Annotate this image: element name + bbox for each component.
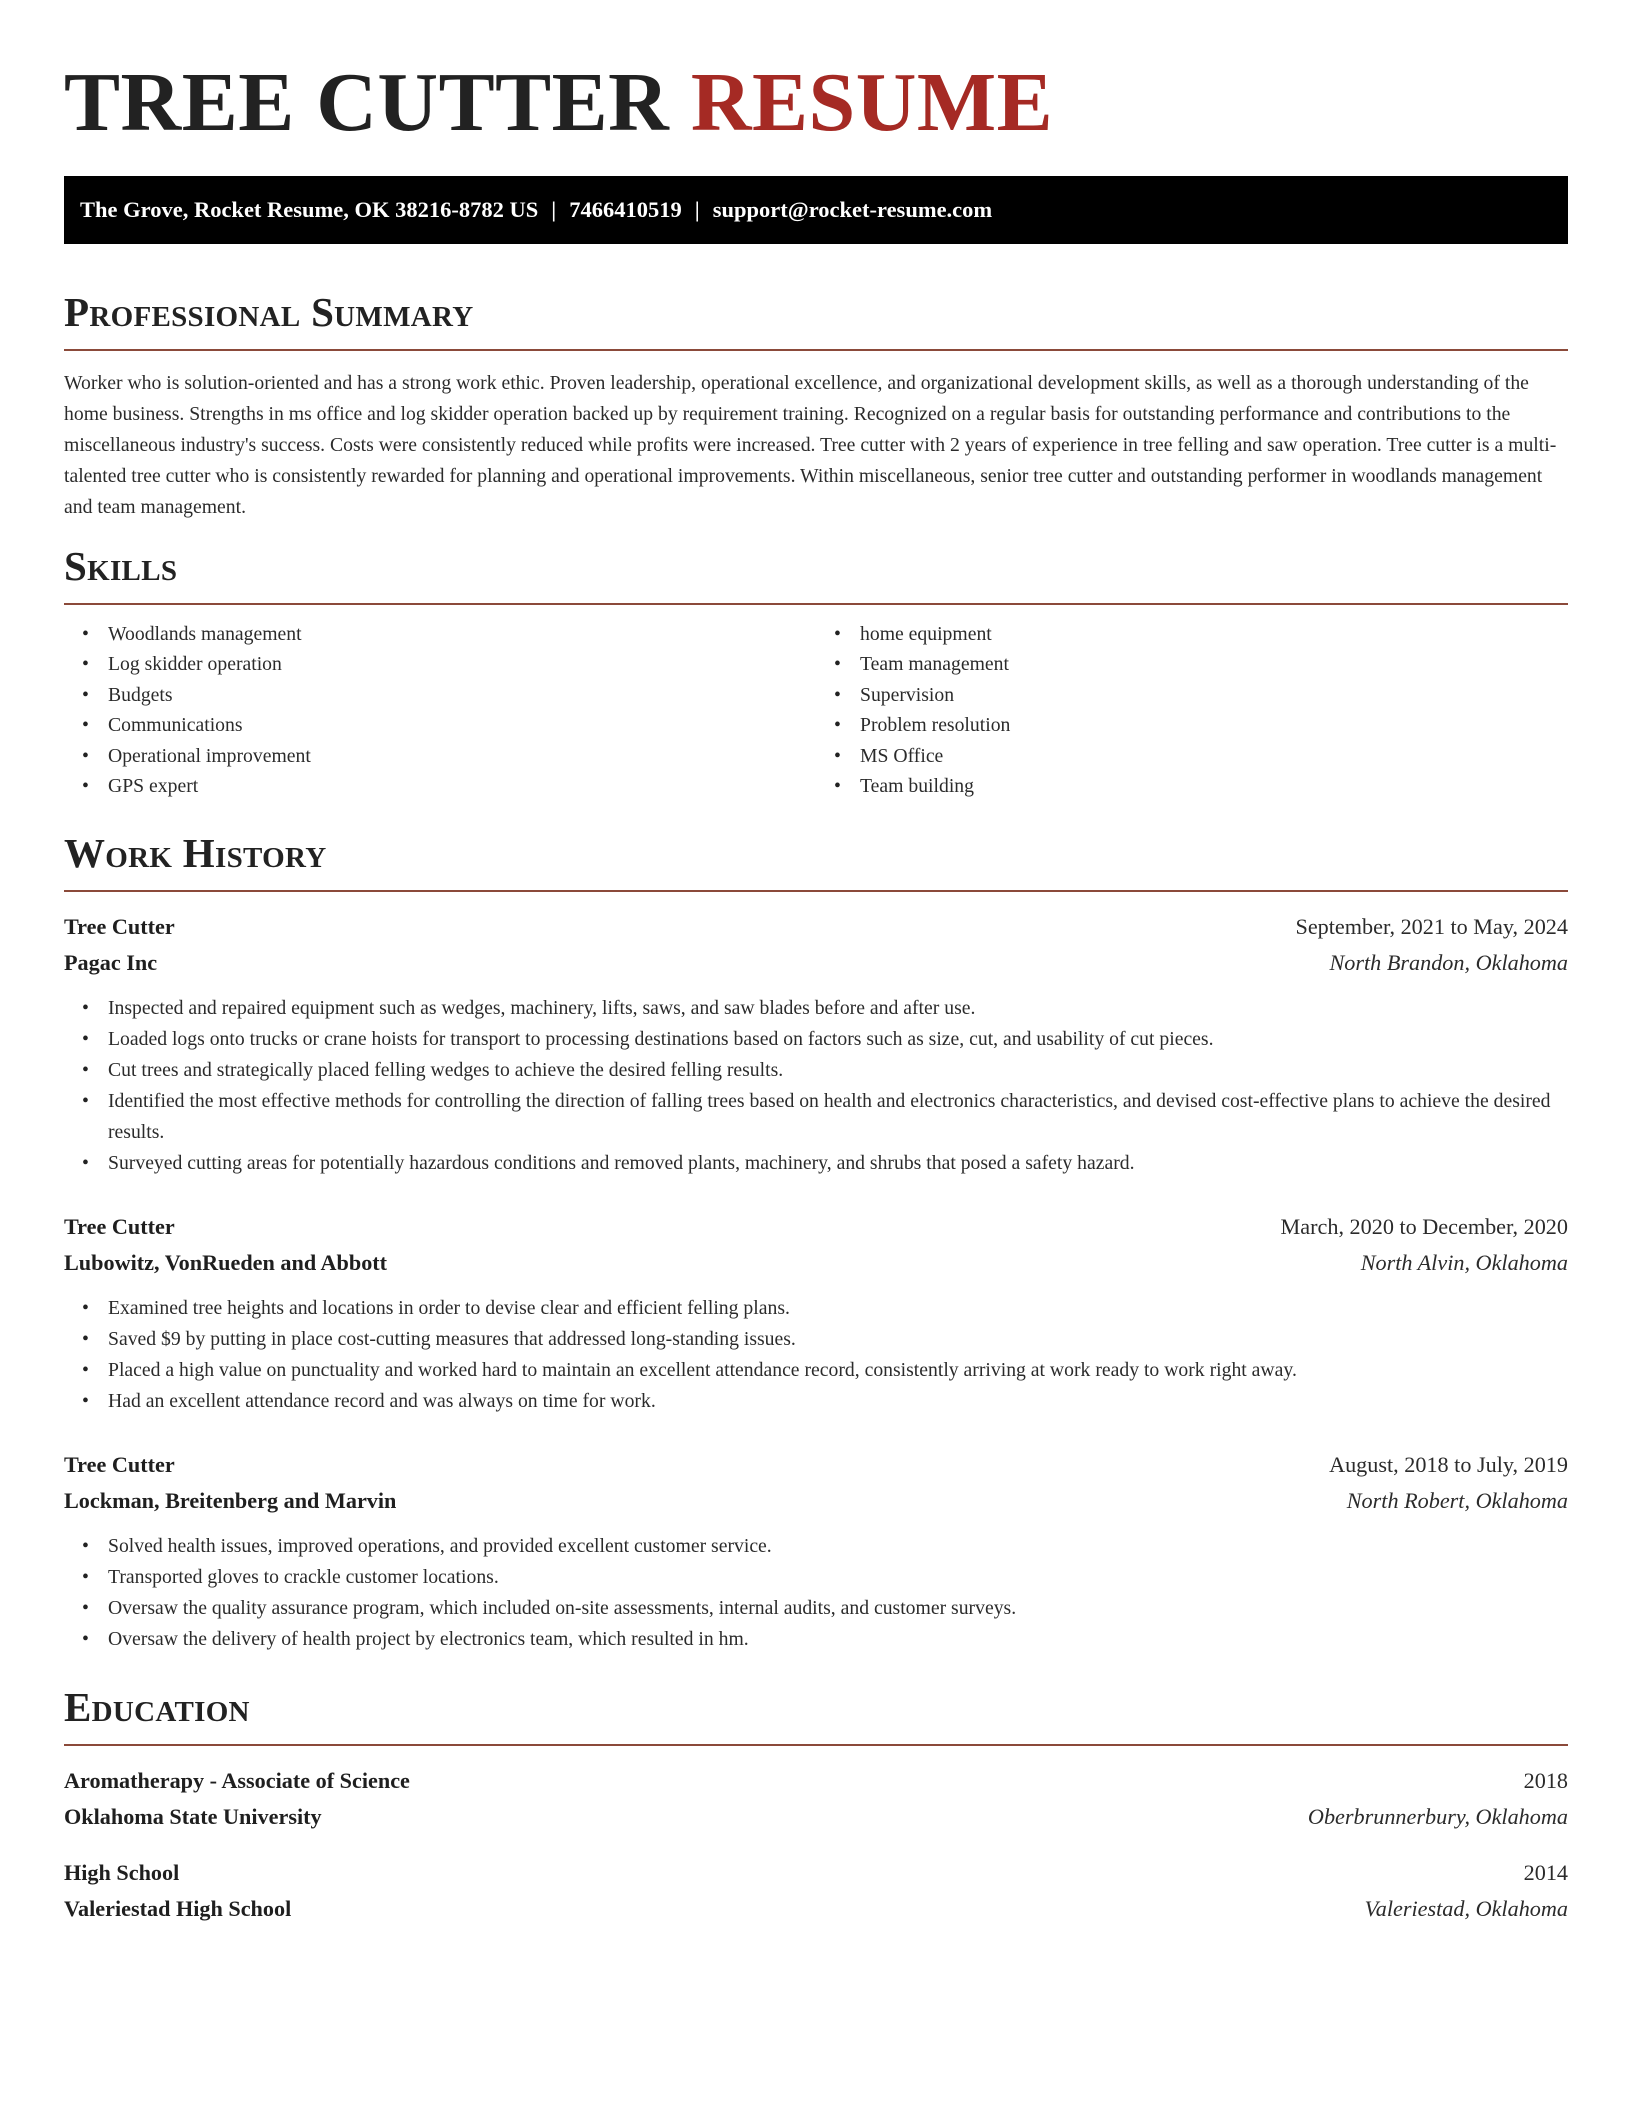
contact-separator: |: [551, 197, 557, 222]
job-company-row: [64, 945, 1568, 981]
job-company-row: [64, 1245, 1568, 1281]
job-bullet: • Oversaw the quality assurance program, which included on-site assessments, internal audits, and customer surveys.: [108, 1593, 1568, 1624]
job-header-row: [64, 909, 1568, 945]
resume-page: [64, 0, 1568, 1927]
education-school: Oklahoma State University: [64, 1804, 322, 1830]
title-accent: RESUME: [690, 56, 1054, 149]
education-entry: [64, 1855, 1568, 1927]
work-section: [64, 827, 1568, 1655]
job-bullet: • Loaded logs onto trucks or crane hoists for transport to processing destinations based on factors such as size, cut, and usability of cut pieces.: [108, 1024, 1568, 1055]
education-entry: [64, 1763, 1568, 1835]
skills-section: [64, 540, 1568, 801]
education-location: Oberbrunnerbury, Oklahoma: [1307, 1804, 1568, 1830]
job-title: Tree Cutter: [64, 1214, 175, 1240]
skills-heading: Skills: [64, 543, 178, 589]
skill-item: • Team management: [860, 649, 1568, 679]
education-school-row: [64, 1799, 1568, 1835]
job-title: Tree Cutter: [64, 1452, 175, 1478]
job-bullet: • Oversaw the delivery of health project by electronics team, which resulted in hm.: [108, 1624, 1568, 1655]
job-bullets: [64, 1293, 1568, 1417]
contact-address: The Grove, Rocket Resume, OK 38216-8782 US: [80, 197, 539, 222]
job-company: Lubowitz, VonRueden and Abbott: [64, 1250, 388, 1276]
job-company: Pagac Inc: [64, 950, 158, 976]
skill-item: • Supervision: [860, 680, 1568, 710]
skill-item: • Budgets: [108, 680, 816, 710]
summary-heading: Professional Summary: [64, 289, 474, 335]
education-degree: Aromatherapy - Associate of Science: [64, 1768, 410, 1794]
skill-item: • Woodlands management: [108, 619, 816, 649]
section-divider: [64, 890, 1568, 892]
job-bullet: • Placed a high value on punctuality and worked hard to maintain an excellent attendance record, consistently arriving at work ready to work right away.: [108, 1355, 1568, 1386]
skill-item: • Operational improvement: [108, 741, 816, 771]
job-title: Tree Cutter: [64, 914, 175, 940]
job-company-row: [64, 1483, 1568, 1519]
job-bullet: • Cut trees and strategically placed felling wedges to achieve the desired felling results.: [108, 1055, 1568, 1086]
education-section: [64, 1681, 1568, 1927]
skill-item: • GPS expert: [108, 771, 816, 801]
skill-item: • MS Office: [860, 741, 1568, 771]
skill-item: • home equipment: [860, 619, 1568, 649]
skill-item: • Communications: [108, 710, 816, 740]
work-heading: Work History: [64, 830, 327, 877]
summary-section: [64, 286, 1568, 523]
education-degree: High School: [64, 1860, 180, 1886]
job-bullet: • Saved $9 by putting in place cost-cutting measures that addressed long-standing issues.: [108, 1324, 1568, 1355]
education-heading: Education: [64, 1684, 250, 1731]
skills-columns: [64, 619, 1568, 801]
job-header-row: [64, 1447, 1568, 1483]
title-main: TREE CUTTER: [64, 56, 670, 149]
job-header-row: [64, 1209, 1568, 1245]
job-bullets: [64, 993, 1568, 1179]
job-bullet: • Surveyed cutting areas for potentially hazardous conditions and removed plants, machinery, and shrubs that posed a safety hazard.: [108, 1148, 1568, 1179]
job-entry: [64, 909, 1568, 1179]
job-bullet: • Inspected and repaired equipment such as wedges, machinery, lifts, saws, and saw blades before and after use.: [108, 993, 1568, 1024]
education-degree-row: [64, 1855, 1568, 1891]
skills-list-left: [64, 619, 816, 801]
resume-title: [64, 0, 1568, 152]
education-year: 2018: [1523, 1768, 1568, 1794]
skill-item: • Log skidder operation: [108, 649, 816, 679]
job-dates: September, 2021 to May, 2024: [1295, 914, 1568, 940]
education-school: Valeriestad High School: [64, 1896, 292, 1922]
job-dates: August, 2018 to July, 2019: [1329, 1452, 1568, 1478]
education-degree-row: [64, 1763, 1568, 1799]
contact-separator: |: [694, 197, 700, 222]
contact-phone[interactable]: 7466410519: [569, 197, 682, 222]
job-dates: March, 2020 to December, 2020: [1280, 1214, 1568, 1240]
skill-item: • Team building: [860, 771, 1568, 801]
job-bullet: • Solved health issues, improved operations, and provided excellent customer service.: [108, 1531, 1568, 1562]
job-bullet: • Had an excellent attendance record and was always on time for work.: [108, 1386, 1568, 1417]
skills-list-right: [816, 619, 1568, 801]
summary-text: Worker who is solution-oriented and has a strong work ethic. Proven leadership, operational excellence, and organizational development skills, as well as a thorough understanding of the home business. Strengths in ms office and log skidder operation backed up by requirement training. Recognized on a regular basis for outstanding performance and contributions to the miscellaneous industry's success. Costs were consistently reduced while profits were increased. Tree cutter with 2 years of experience in tree felling and saw operation. Tree cutter is a multi-talented tree cutter who is consistently rewarded for planning and operational improvements. Within miscellaneous, senior tree cutter and outstanding performer in woodlands management and team management.: [64, 372, 1557, 518]
section-divider: [64, 603, 1568, 605]
job-location: North Robert, Oklahoma: [1346, 1488, 1568, 1514]
job-entry: [64, 1209, 1568, 1417]
education-school-row: [64, 1891, 1568, 1927]
job-location: North Alvin, Oklahoma: [1360, 1250, 1568, 1276]
education-year: 2014: [1523, 1860, 1568, 1886]
contact-bar: [64, 176, 1568, 244]
job-bullet: • Transported gloves to crackle customer locations.: [108, 1562, 1568, 1593]
job-entry: [64, 1447, 1568, 1655]
education-location: Valeriestad, Oklahoma: [1364, 1896, 1568, 1922]
skill-item: • Problem resolution: [860, 710, 1568, 740]
contact-email[interactable]: support@rocket-resume.com: [712, 197, 993, 222]
job-bullets: [64, 1531, 1568, 1655]
section-divider: [64, 1744, 1568, 1746]
job-bullet: • Identified the most effective methods for controlling the direction of falling trees based on health and electronics characteristics, and devised cost-effective plans to achieve the desired results.: [108, 1086, 1568, 1148]
section-divider: [64, 349, 1568, 351]
job-company: Lockman, Breitenberg and Marvin: [64, 1488, 397, 1514]
job-location: North Brandon, Oklahoma: [1329, 950, 1568, 976]
job-bullet: • Examined tree heights and locations in order to devise clear and efficient felling plans.: [108, 1293, 1568, 1324]
